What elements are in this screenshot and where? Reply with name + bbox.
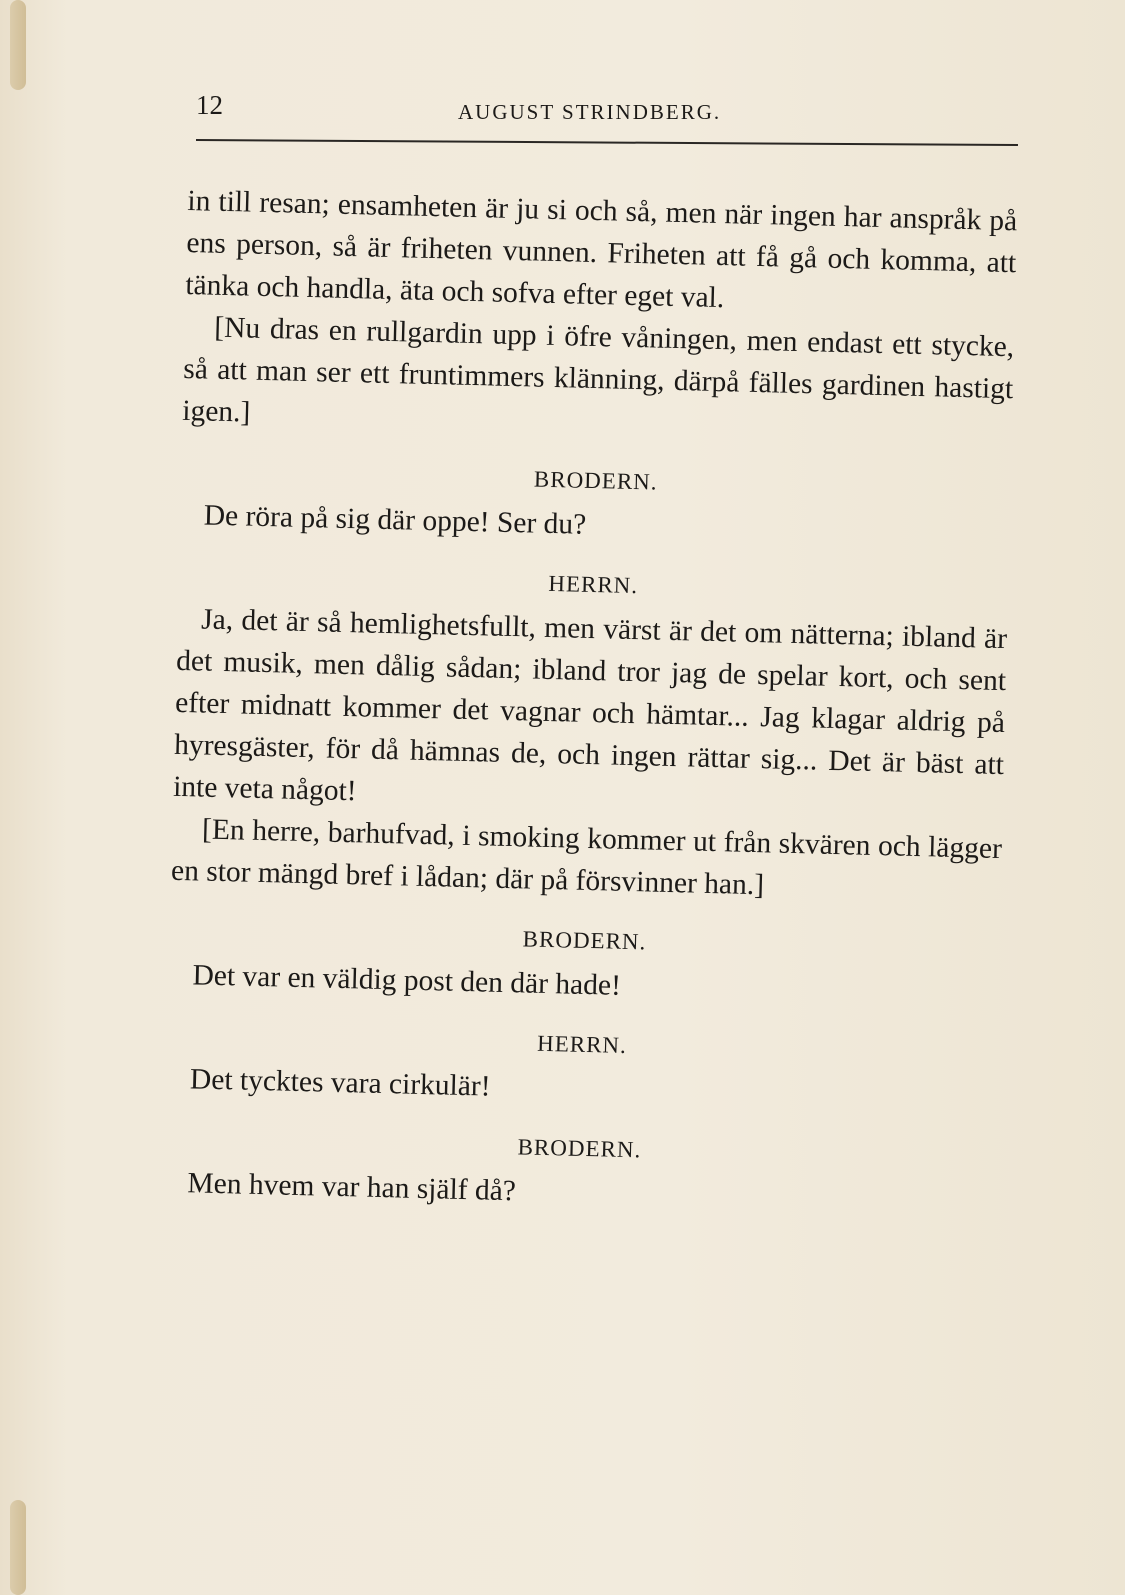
stage-direction: [En herre, barhufvad, i smoking kommer ut från skvären och lägger en stor mängd bref i lådan; där på försvinner han.] bbox=[170, 813, 1003, 902]
speech: Men hvem var han själf då? bbox=[187, 1167, 517, 1208]
speech: Ja, det är så hemlighetsfullt, men värst är det om nätterna; ibland är det musik, men dålig sådan; ibland tror jag de spelar kort, och sent efter midnatt kommer det vagnar och hämtar... Jag klagar aldrig på hyresgäster, för då hämnas de, och ingen rättar sig... Det är bäst att inte veta något! bbox=[172, 603, 1008, 808]
speech: Det tycktes vara cirkulär! bbox=[189, 1063, 491, 1103]
paragraph: in till resan; ensamheten är ju si och så, men när ingen har anspråk på ens person, så är friheten vunnen. Friheten att få gå och komma, att tänka och handla, äta och sofva efter eget val. bbox=[185, 184, 1018, 315]
page-number: 12 bbox=[196, 90, 223, 120]
speaker-name: BRODERN. bbox=[517, 1134, 642, 1163]
speech: De röra på sig där oppe! Ser du? bbox=[203, 499, 587, 541]
header-rule bbox=[196, 139, 1018, 146]
running-head: AUGUST STRINDBERG. bbox=[458, 100, 722, 124]
speaker-name: BRODERN. bbox=[533, 466, 658, 495]
stage-direction: [Nu dras en rullgardin upp i öfre våningen, men endast ett stycke, så att man ser ett fruntimmers klänning, därpå fälles gardinen hastigt igen.] bbox=[181, 311, 1015, 429]
page-body bbox=[163, 180, 1018, 1224]
speaker-name: BRODERN. bbox=[522, 926, 647, 955]
binding-edge-bottom bbox=[10, 1500, 26, 1595]
speaker-name: HERRN. bbox=[536, 1030, 628, 1058]
speaker-name: HERRN. bbox=[548, 570, 639, 599]
page-header bbox=[196, 90, 1018, 130]
binding-edge-top bbox=[10, 0, 26, 90]
speech: Det var en väldig post den där hade! bbox=[192, 959, 622, 1002]
